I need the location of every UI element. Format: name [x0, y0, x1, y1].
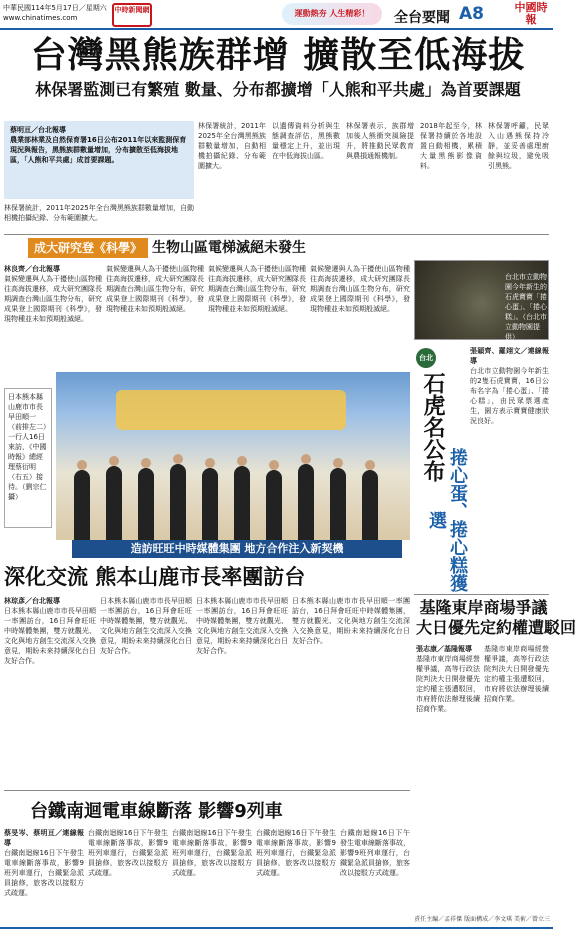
story5-col1: [416, 644, 480, 912]
story3-body: 日本熊本縣山鹿市市長早田順一率團訪台，16日拜會旺旺中時媒體集團，雙方就觀光、文化與地方創生交流深入交換意見，期盼未來持續深化台日友好合作。: [4, 607, 96, 665]
backdrop-banner: [116, 390, 346, 430]
story6-col2: 台鐵南迴線16日下午發生電車線斷落事故，影響9班列車運行，台鐵緊急派員搶修，旅客改以接駁方式疏運。: [88, 829, 168, 877]
story3-col2: 日本熊本縣山鹿市市長早田順一率團訪台，16日拜會旺旺中時媒體集團，雙方就觀光、文化與地方創生交流深入交換意見，期盼未來持續深化台日友好合作。: [100, 597, 192, 655]
story6-col1: [4, 828, 84, 912]
dateline: [3, 3, 107, 23]
story5-body: 基隆市東岸商場經營權爭議，高等行政法院判決大日開發優先定約權主張遭駁回，市府將依法辦理後續招商作業。: [416, 655, 480, 713]
story6-headline: 台鐵南迴電車線斷落 影響9列車: [30, 801, 283, 822]
story1-col5: 林保署呼籲，民眾入山遇熊保持冷靜，並妥善處理廚餘與垃圾，避免吸引黑熊。: [488, 122, 549, 170]
story2-headline: 生物山區電梯滅絕未發生: [152, 240, 306, 256]
byline: 林琮彥／台北報導: [4, 597, 60, 605]
editor-credits: 責任主編／孟祥傑 版面構成／李文琪 美術／曾立三: [414, 916, 550, 923]
divider: [414, 594, 549, 595]
story6-body: 台鐵南迴線16日下午發生電車線斷落事故，影響9班列車運行，台鐵緊急派員搶修，旅客改以接駁方式疏運。: [4, 849, 84, 897]
story4-text: 台北市立動物園今年新生的2隻石虎寶寶，16日公布名字為「捲心蛋」、「捲心糕」，由民眾票選產生，園方表示寶寶健康狀況良好。: [470, 367, 549, 425]
story2-body: 氣候變遷與人為干擾使山區物種往高海拔遷移，成大研究團隊長期調查台灣山區生物分布，研究成果登上國際期刊《科學》，發現物種並未如預期般滅絕。: [4, 275, 102, 323]
story5-col2: 基隆市東岸商場經營權爭議，高等行政法院判決大日開發優先定約權主張遭駁回，市府將依法辦理後續招商作業。: [484, 645, 549, 703]
story3-col4: 日本熊本縣山鹿市市長早田順一率團訪台，16日拜會旺旺中時媒體集團，雙方就觀光、文化與地方創生交流深入交換意見，期盼未來持續深化台日友好合作。: [292, 597, 410, 645]
site-url[interactable]: www.chinatimes.com: [3, 14, 78, 22]
story3-headline: 深化交流 熊本山鹿市長率團訪台: [4, 565, 306, 589]
news-logo: 中時新聞網: [112, 3, 152, 27]
byline: 林良齊／台北報導: [4, 265, 60, 273]
photo-side-caption: 日本熊本縣山鹿市市長早田順一（前排左二）一行人16日來訪，《中國時報》總經理蔡衍明（右五）接待。（劉宗仁攝）: [4, 388, 52, 528]
story2-col1: [4, 264, 102, 364]
byline: 蔡旻岑、蔡明亘／連線報導: [4, 829, 84, 847]
divider: [4, 790, 410, 791]
divider: [4, 234, 549, 235]
story2-col4: 氣候變遷與人為干擾使山區物種往高海拔遷移，成大研究團隊長期調查台灣山區生物分布，研究成果登上國際期刊《科學》，發現物種並未如預期般滅絕。: [310, 265, 410, 313]
story1-intro: 林保署統計，2011年2025年全台灣黑熊族群數量增加，自動相機拍攝紀錄、分布範圍擴大。: [4, 204, 194, 222]
issue-date: 中華民國114年5月17日／星期六: [3, 4, 107, 12]
story6-col4: 台鐵南迴線16日下午發生電車線斷落事故，影響9班列車運行，台鐵緊急派員搶修，旅客改以接駁方式疏運。: [256, 829, 336, 877]
story2-col3: 氣候變遷與人為干擾使山區物種往高海拔遷移，成大研究團隊長期調查台灣山區生物分布，研究成果登上國際期刊《科學》，發現物種並未如預期般滅絕。: [208, 265, 306, 313]
story5-headline-2: 大日優先定約權遭駁回: [416, 618, 576, 637]
story4-headline: 石虎名公布: [420, 372, 445, 482]
story1-col2: 以遺傳資料分析與生態調查評估，黑熊數量穩定上升，並出現在中低海拔山區。: [272, 122, 340, 160]
story3-col1: [4, 596, 96, 786]
leopard-cat-caption: 台北市立動物園今年新生的石虎寶寶「捲心蛋」、「捲心糕」。（台北市立動物園提供）: [505, 273, 547, 341]
byline: 張志康／基隆報導: [416, 645, 472, 653]
story4-subhead: 捲心蛋、捲心糕獲選: [426, 448, 468, 592]
main-subhead: 林保署監測已有繁殖 數量、分布都擴增「人熊和平共處」為首要課題: [35, 80, 521, 99]
page-number: A8: [459, 4, 484, 24]
promo-banner: 運動熱夯 人生精彩！: [282, 3, 382, 25]
photo-caption-bar: 造訪旺旺中時媒體集團 地方合作注入新契機: [72, 540, 402, 558]
group-photo: [56, 372, 410, 540]
story3-col3: 日本熊本縣山鹿市市長早田順一率團訪台，16日拜會旺旺中時媒體集團，雙方就觀光、文化與地方創生交流深入交換意見，期盼未來持續深化台日友好合作。: [196, 597, 288, 655]
story6-col5: 台鐵南迴線16日下午發生電車線斷落事故，影響9班列車運行，台鐵緊急派員搶修，旅客改以接駁方式疏運。: [340, 829, 410, 877]
story2-header: [28, 238, 348, 258]
region-badge: 台北: [416, 348, 436, 368]
byline: 張穎齊、羅翊文／連線報導: [470, 347, 549, 365]
section-title: 全台要聞: [394, 10, 450, 26]
story1-col1: 林保署統計，2011年2025年全台灣黑熊族群數量增加，自動相機拍攝紀錄、分布範圍擴大。: [198, 122, 266, 170]
main-headline: 台灣黑熊族群增 擴散至低海拔: [30, 35, 526, 76]
story1-col3: 林保署表示，族群增加後人熊衝突風險提升，將推動民眾教育與農損通報機制。: [346, 122, 414, 160]
story6-col3: 台鐵南迴線16日下午發生電車線斷落事故，影響9班列車運行，台鐵緊急派員搶修，旅客改以接駁方式疏運。: [172, 829, 252, 877]
story1-col4: 2018年起至今，林保署持續於各地設置自動相機，累積大量黑熊影像資料。: [420, 122, 482, 170]
brand-logo: 中國時報: [514, 1, 548, 26]
story5-headline-1: 基隆東岸商場爭議: [419, 598, 548, 617]
bottom-rule: [0, 927, 553, 929]
lead-box: [4, 121, 194, 199]
byline: 蔡明亘／台北報導: [10, 126, 66, 134]
story4-body: [470, 346, 549, 592]
story2-col2: 氣候變遷與人為干擾使山區物種往高海拔遷移，成大研究團隊長期調查台灣山區生物分布，研究成果登上國際期刊《科學》，發現物種並未如預期般滅絕。: [106, 265, 204, 313]
lead-text: 農業部林業及自然保育署16日公布2011年以來監測保育現況與報告，黑熊族群數量增加，分布擴散至低海拔地區，「人熊和平共處」成首要課題。: [10, 136, 187, 164]
story2-tag: 成大研究登《科學》: [28, 238, 148, 258]
